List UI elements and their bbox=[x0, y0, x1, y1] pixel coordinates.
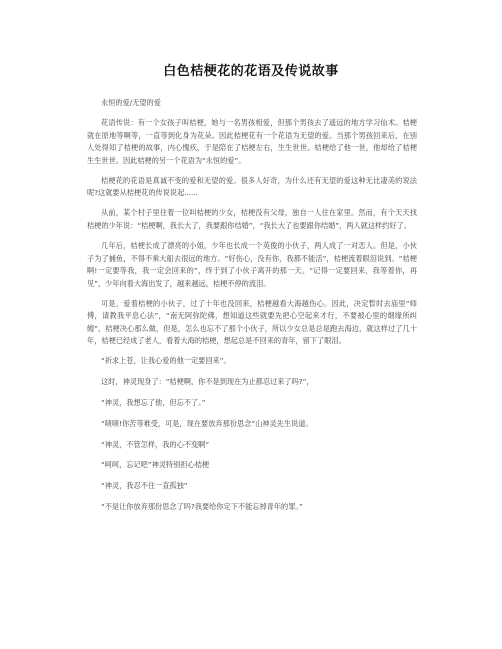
document-body bbox=[87, 97, 417, 522]
document-title: 白色桔梗花的花语及传说故事 bbox=[163, 64, 339, 79]
dialogue-line: “啧啧!你苦等难受，可是，现在要放弃那份思念”山神灵先生说道。 bbox=[101, 418, 313, 428]
dialogue-line: “祈求上苍，让我心爱的他一定要回来”。 bbox=[101, 356, 231, 366]
dialogue-line: “神灵，不管怎样，我的心不变啊” bbox=[101, 439, 210, 449]
dialogue-line: “神灵，我忍不住一直孤独” bbox=[101, 481, 188, 491]
document-subtitle: 永恒的爱/无望的爱 bbox=[101, 98, 161, 107]
dialogue-line: “不是让你放弃那份思念了吗?我要给你定下不能忘掉青年的罪。” bbox=[101, 501, 303, 511]
paragraph-flower-meaning: 桔梗花的花语是真诚不变的爱和无望的爱。很多人好奇，为什么还有无望的爱这种无比凄美的说法呢?这就要从桔梗花的传说说起...... bbox=[87, 175, 417, 198]
paragraph-story-parting: 几年后，桔梗长成了漂亮的小姐，少年也长成一个英俊的小伙子，两人成了一对恋人。但是，小伙子为了捕鱼，不得不乘大船去很远的地方。“好伤心，没有你，我都不能活”，桔梗流着眼泪说到。“桔梗啊!一定要等我，我一定会回来的”，终于到了小伙子离开的那一天。“记得一定要回来，我等着你，再见”，少年向着大海出发了，越来越远，桔梗不停的流泪。 bbox=[87, 240, 417, 288]
dialogue-line: “呵呵，忘记吧”神灵特别担心桔梗 bbox=[101, 460, 210, 470]
paragraph-flower-legend: 花语传说：有一个女孩子叫桔梗，她与一名男孩相爱，但那个男孩去了遥远的地方学习仙术。桔梗就在原地等啊等，一直等到化身为花朵。因此桔梗花有一个花语为无望的爱。当那个男孩回来后，在别人处得知了桔梗的故事，内心愧疚，于是陪在了桔梗左右，生生世世。桔梗给了他一世，他却给了桔梗生生世世。因此桔梗的另一个花语为“永恒的爱”。 bbox=[87, 117, 417, 165]
paragraph-story-beginning: 从前，某个村子里住着一位叫桔梗的少女，桔梗没有父母，独自一人住在家里。然而，有个天天找桔梗的少年说：“桔梗啊，我长大了，我要跟你结婚”，“我长大了也要跟你结婚”，两人就这样约好了。 bbox=[87, 208, 417, 230]
paragraph-story-waiting: 可是，爱着桔梗的小伙子，过了十年也没回来，桔梗越看大海越伤心。因此，决定暂时去庙里“师傅，请教我平息心法”，“南无阿弥陀佛，想知道这些就要先把心空起来才行，不要被心里的烟缘所纠缠”，桔梗决心那么做，但是，怎么也忘不了那个小伙子，所以少女总是总是跑去海边，就这样过了几十年，桔梗已经成了老人，看着大海的桔梗，想起总是不回来的青年，留下了眼泪。 bbox=[87, 298, 417, 346]
dialogue-line: “神灵，我想忘了他，但忘不了。” bbox=[101, 398, 206, 407]
dialogue-line: 这时，神灵现身了：“桔梗啊，你不是到现在为止都忍过来了吗?”， bbox=[101, 377, 314, 387]
